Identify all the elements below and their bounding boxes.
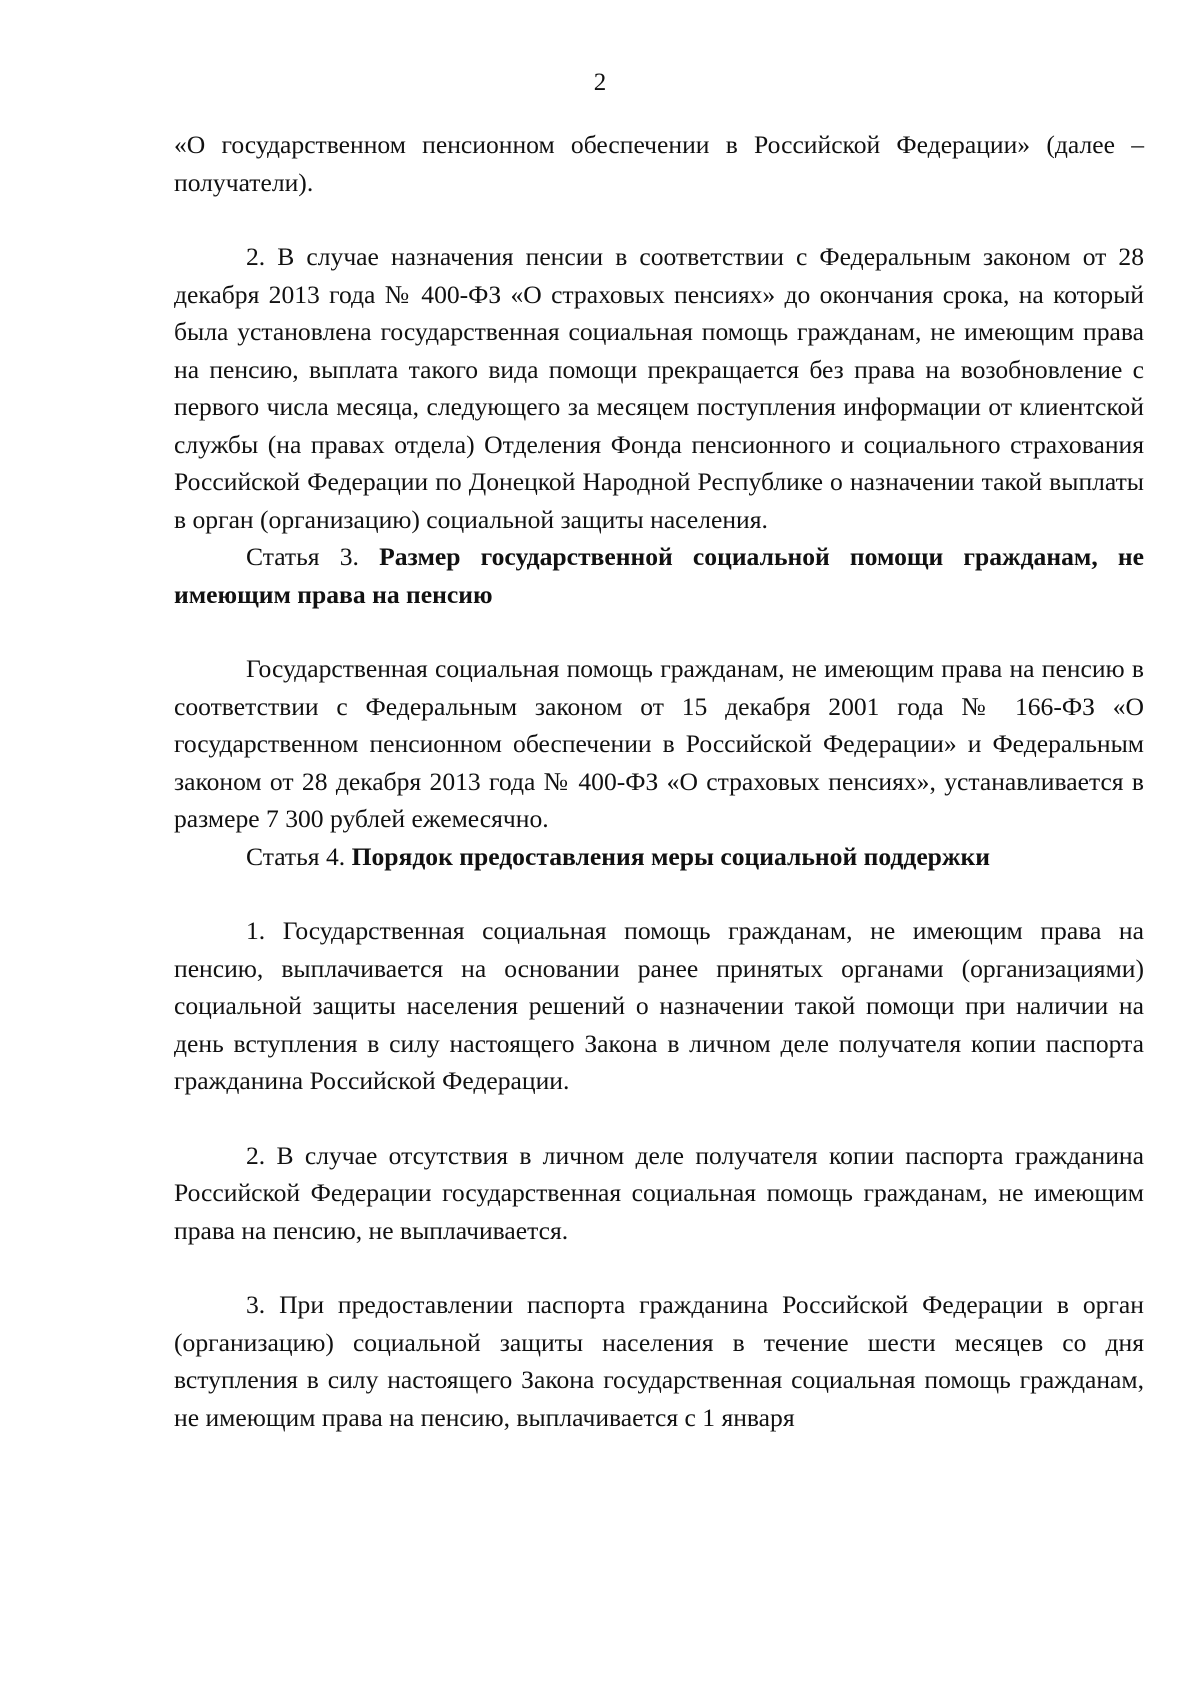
article-3-label: Статья 3. (246, 542, 359, 571)
article-3-heading (174, 538, 1144, 613)
paragraph-intro: «О государственном пенсионном обеспечении в Российской Федерации» (далее – получатели). (174, 130, 1144, 197)
paragraph-article3-body: Государственная социальная помощь гражданам, не имеющим права на пенсию в соответствии с Федеральным законом от 15 декабря 2001 года № 166-ФЗ «О государственном пенсионном обеспечении в Российской Федерации» и Федеральным законом от 28 декабря 2013 года № 400-ФЗ «О страховых пенсиях», устанавливается в размере 7 300 рублей ежемесячно. (174, 654, 1144, 833)
paragraph-article4-item1: 1. Государственная социальная помощь гражданам, не имеющим права на пенсию, выплачивается на основании ранее принятых органами (организациями) социальной защиты населения решений о назначении такой помощи при наличии на день вступления в силу настоящего Закона в личном деле получателя копии паспорта гражданина Российской Федерации. (174, 916, 1144, 1095)
paragraph-article4-item2: 2. В случае отсутствия в личном деле получателя копии паспорта гражданина Российской Федерации государственная социальная помощь гражданам, не имеющим права на пенсию, не выплачивается. (174, 1140, 1144, 1245)
document-body (174, 126, 1144, 1436)
article-4-title: Порядок предоставления меры социальной поддержки (351, 841, 990, 871)
paragraph-article2-item2: 2. В случае назначения пенсии в соответствии с Федеральным законом от 28 декабря 2013 года № 400-ФЗ «О страховых пенсиях» до окончания срока, на который была установлена государственная социальная помощь гражданам, не имеющим права на пенсию, выплата такого вида помощи прекращается без права на возобновление с первого числа месяца, следующего за месяцем поступления информации от клиентской службы (на правах отдела) Отделения Фонда пенсионного и социального страхования Российской Федерации по Донецкой Народной Республике о назначении такой выплаты в орган (организацию) социальной защиты населения. (174, 242, 1144, 534)
paragraph-article4-item3: 3. При предоставлении паспорта гражданина Российской Федерации в орган (организацию) социальной защиты населения в течение шести месяцев со дня вступления в силу настоящего Закона государственная социальная помощь гражданам, не имеющим права на пенсию, выплачивается с 1 января (174, 1290, 1144, 1432)
article-4-label: Статья 4. (246, 841, 346, 871)
article-4-heading (174, 838, 1144, 876)
page-number: 2 (593, 69, 607, 96)
article-3-title: Размер государственной социальной помощи гражданам, не имеющим права на пенсию (174, 542, 1144, 609)
